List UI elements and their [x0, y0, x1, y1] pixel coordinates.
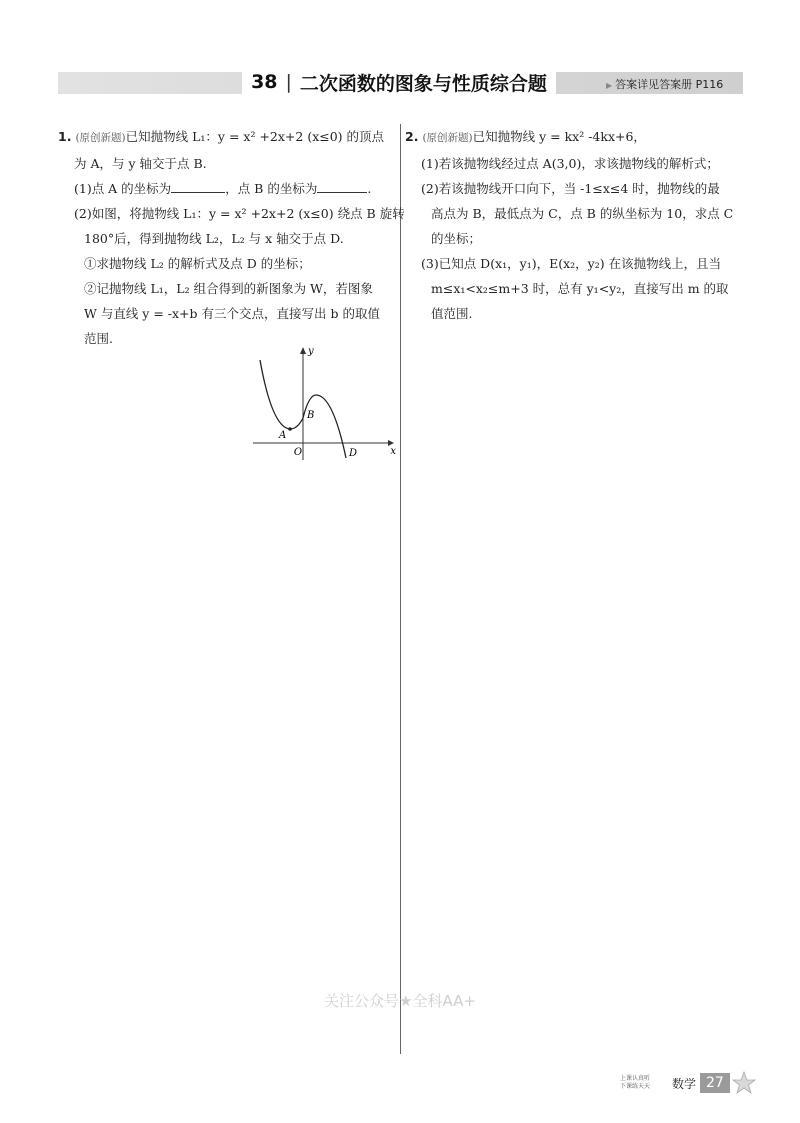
origin-label: O — [293, 447, 303, 458]
answer-blank-a[interactable] — [171, 178, 225, 193]
question-1 — [58, 124, 405, 351]
point-b-label: B — [307, 410, 315, 421]
point-a-dot — [288, 427, 292, 431]
q2-part3-line2: m≤x₁<x₂≤m+3 时，总有 y₁<y₂，直接写出 m 的取 — [431, 281, 729, 296]
q1-tag: (原创新题) — [75, 132, 126, 144]
parabola-l2 — [303, 395, 346, 458]
q1-stem-1: 已知抛物线 L₁：y = x² +2x+2 (x≤0) 的顶点 — [125, 129, 385, 144]
q2-tag: (原创新题) — [422, 132, 473, 144]
q2-part2-line2: 高点为 B，最低点为 C，点 B 的纵坐标为 10，求点 C — [431, 206, 734, 221]
slogan-line-1: 上课认真听 — [620, 1075, 651, 1082]
q1-line1 — [58, 124, 396, 151]
q2-stem: 已知抛物线 y = kx² -4kx+6， — [472, 129, 646, 144]
parabola-figure — [248, 340, 398, 465]
q1-part2-line2: 180°后，得到抛物线 L₂，L₂ 与 x 轴交于点 D. — [84, 231, 344, 246]
q2-part1: (1)若该抛物线经过点 A(3,0)，求该抛物线的解析式； — [421, 156, 719, 171]
q2-part3-line3: 值范围. — [431, 306, 473, 321]
star-icon — [732, 1071, 756, 1095]
answer-reference-text: 答案详见答案册 P116 — [615, 78, 724, 91]
footer-slogan — [620, 1075, 666, 1091]
q1-sub2-line3: 范围. — [84, 331, 113, 346]
section-title-text: 二次函数的图象与性质综合题 — [299, 72, 547, 95]
parabola-l1 — [260, 360, 303, 429]
q1-part2-line1: (2)如图，将抛物线 L₁：y = x² +2x+2 (x≤0) 绕点 B 旋转 — [74, 206, 405, 221]
q1-line2: 为 A，与 y 轴交于点 B. — [74, 156, 207, 171]
q1-part1-a: (1)点 A 的坐标为 — [74, 181, 172, 196]
point-d-label: D — [349, 448, 358, 459]
q1-sub2-line1: ②记抛物线 L₁，L₂ 组合得到的新图象为 W，若图象 — [84, 281, 373, 296]
q2-line1 — [405, 124, 745, 151]
section-title — [242, 66, 556, 98]
question-2 — [405, 124, 745, 326]
q1-sub1: ①求抛物线 L₂ 的解析式及点 D 的坐标； — [84, 256, 311, 271]
q2-part2-line1: (2)若该抛物线开口向下，当 -1≤x≤4 时，抛物线的最 — [421, 181, 720, 196]
q2-part2-line3: 的坐标； — [431, 231, 482, 246]
x-axis-label: x — [390, 446, 396, 457]
q2-part3-line1: (3)已知点 D(x₁，y₁)，E(x₂，y₂) 在该抛物线上，且当 — [421, 256, 722, 271]
slogan-line-2: 下课练天天 — [620, 1083, 651, 1090]
q1-part1-b: ，点 B 的坐标为 — [225, 181, 318, 196]
triangle-icon: ▶ — [606, 81, 613, 90]
y-axis-label: y — [308, 346, 314, 357]
q1-part1-c: . — [367, 181, 372, 196]
point-a-label: A — [279, 430, 287, 441]
watermark: 关注公众号★全科AA+ — [324, 992, 476, 1010]
subject-label: 数学 — [672, 1076, 697, 1091]
y-axis-arrow — [300, 347, 306, 354]
answer-reference — [606, 76, 723, 92]
section-number: 38 — [251, 71, 278, 93]
column-divider — [400, 124, 401, 1054]
q2-number: 2. — [405, 129, 419, 144]
page-footer — [620, 1072, 756, 1094]
q1-part1 — [58, 176, 396, 201]
answer-blank-b[interactable] — [317, 178, 367, 193]
q1-sub2-line2: W 与直线 y = -x+b 有三个交点，直接写出 b 的取值 — [84, 306, 380, 321]
page-number: 27 — [700, 1073, 730, 1093]
q1-number: 1. — [58, 129, 72, 144]
title-separator: | — [285, 71, 292, 93]
